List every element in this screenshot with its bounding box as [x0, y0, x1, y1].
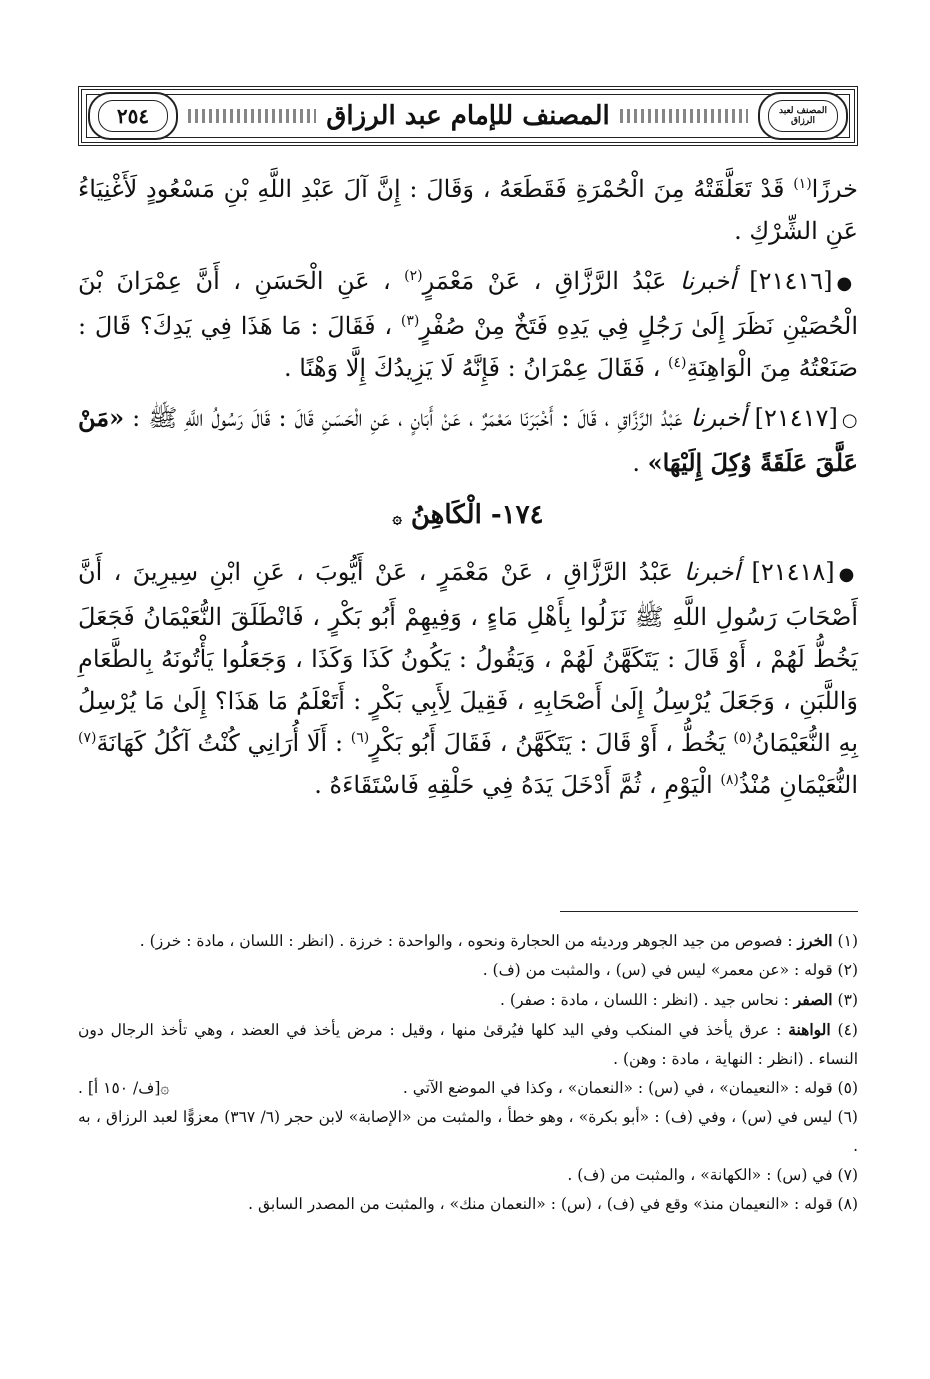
- footnote-term: الواهنة: [788, 1020, 831, 1039]
- chapter-heading: [78, 494, 858, 539]
- book-title: المصنف للإمام عبد الرزاق: [326, 101, 610, 131]
- footnote-number: (١): [837, 932, 858, 950]
- footnote-ref-8: (٨): [720, 772, 739, 788]
- intro-paragraph: [78, 168, 858, 252]
- footnote-divider: [560, 911, 858, 912]
- hadith-text: الْيَوْمِ ، ثُمَّ أَدْخَلَ يَدَهُ فِي حَلْقِهِ فَاسْتَقَاءَهُ .: [314, 771, 721, 799]
- chapter-mark: ۞: [392, 508, 402, 527]
- footnote-5: (٥) قوله : «النعيمان» ، في (س) : «النعمان» ، وكذا في الموضع الآتي .: [402, 1079, 858, 1097]
- footnote-3: [78, 985, 858, 1015]
- header-ornament-left: [188, 109, 316, 123]
- hadith-text: يَخُطُّ ، أَوْ قَالَ : يَتَكَهَّنُ ، فَقَالَ أَبُو بَكْرٍ: [369, 729, 734, 757]
- chapter-title: ١٧٤- الْكَاهِنُ: [410, 500, 544, 530]
- bullet-marker: ●: [838, 564, 858, 585]
- footnote-1: [78, 926, 858, 956]
- hadith-text: : أَلَا أُرَانِي كُنْتُ آكُلُ كَهَانَةَ: [96, 729, 351, 757]
- footnote-ref-3: (٣): [400, 313, 420, 329]
- bullet-marker: ○: [841, 410, 858, 431]
- hadith-number: [٢١٤١٧]: [754, 404, 838, 432]
- hadith-21416: [78, 260, 858, 389]
- hadith-text: .: [632, 449, 648, 477]
- footnote-2: (٢) قوله : «عن معمر» ليس في (س) ، والمثبت من (ف) .: [482, 961, 858, 979]
- footnote-term: الصفر: [793, 990, 833, 1009]
- book-logo: [758, 92, 848, 140]
- page-header: [78, 86, 858, 146]
- prophetic-quote: «مَنْ عَلَّقَ عَلَقَةً وُكِلَ إِلَيْهَا»: [78, 403, 858, 477]
- main-text: [78, 168, 858, 814]
- intro-text: خرزًا: [811, 175, 858, 203]
- hadith-number: [٢١٤١٨]: [751, 558, 835, 586]
- footnote-7: (٧) في (س) : «الكهانة» ، والمثبت من (ف) .: [567, 1166, 858, 1184]
- footnote-ref-5: (٥): [733, 730, 752, 746]
- footnote-8: (٨) قوله : «النعيمان منذ» وقع في (ف) ، (س) : «النعمان منك» ، والمثبت من المصدر السابق .: [248, 1195, 858, 1213]
- book-logo-text: المصنف لعبد الرزاق: [779, 106, 827, 126]
- footnote-text: : فصوص من جيد الجوهر ورديئه من الحجارة ونحوه ، والواحدة : خرزة . (انظر : اللسان ، مادة : خرز) .: [139, 932, 798, 950]
- footnote-6: (٦) ليس في (س) ، وفي (ف) : «أبو بكرة» ، وهو خطأ ، والمثبت من «الإصابة» لابن حجر (٦/ ٣٦٧) معزوًّا لعبد الرزاق ، به .: [78, 1108, 858, 1155]
- hadith-text: عَبْدُ الرَّزَّاقِ ، عَنْ مَعْمَرٍ ، عَنْ أَيُّوبَ ، عَنِ ابْنِ سِيرِينَ ، أَنَّ أَصْحَابَ رَسُولِ اللَّهِ ﷺ نَزَلُوا بِأَهْلِ مَاءٍ ، وَفِيهِمْ أَبُو بَكْرٍ ، فَانْطَلَقَ النُّعَيْمَانُ فَجَعَلَ يَخُطُّ لَهُمْ ، أَوْ قَالَ : يَتَكَهَّنُ لَهُمْ ، وَيَقُولُ : يَكُونُ كَذَا وَكَذَا ، وَجَعَلُوا يَأْتُونَهُ بِالطَّعَامِ وَاللَّبَنِ ، وَجَعَلَ يُرْسِلُ إِلَىٰ أَصْحَابِهِ ، فَقِيلَ لِأَبِي بَكْرٍ : أَتَعْلَمُ مَا هَذَا؟ إِلَىٰ مَا يُرْسِلُ بِهِ النُّعَيْمَانُ: [78, 558, 859, 757]
- intro-text-cont: قَدْ تَعَلَّقَتْهُ مِنَ الْحُمْرَةِ فَقَطَعَهُ ، وَقَالَ : إِنَّ آلَ عَبْدِ اللَّهِ بْنِ مَسْعُودٍ لَأَغْنِيَاءُ عَنِ الشِّرْكِ .: [78, 175, 858, 245]
- footnote-row-5: [78, 1074, 858, 1103]
- footnote-number: (٣): [837, 991, 858, 1009]
- manuscript-mark: ۞[ف/ ١٥٠ أ] .: [78, 1079, 170, 1097]
- hadith-text: عَبْدُ الرَّزَّاقِ ، عَنْ مَعْمَرٍ: [422, 267, 680, 295]
- header-ornament-right: [620, 109, 748, 123]
- hadith-21418: [78, 551, 858, 806]
- hadith-number: [٢١٤١٦]: [749, 267, 833, 295]
- footnote-text: : نحاس جيد . (انظر : اللسان ، مادة : صفر) .: [500, 991, 794, 1009]
- hadith-21417: [78, 397, 858, 484]
- footnote-ref-1: (١): [793, 176, 812, 192]
- hadith-text: النُّعَيْمَانِ مُنْذُ: [738, 771, 858, 799]
- akhbarana: أخبرنا: [679, 267, 736, 295]
- footnote-ref-6: (٦): [350, 730, 370, 746]
- hadith-text: عَبْدُ الرَّزَّاقِ ، قَالَ : أَخْبَرَنَا مَعْمَرٌ ، عَنْ أَبَانٍ ، عَنِ الْحَسَنِ قَالَ : قَالَ رَسُولُ اللَّهِ ﷺ :: [124, 404, 691, 432]
- footnote-ref-7: (٧): [78, 730, 97, 746]
- footnote-text: : عرق يأخذ في المنكب وفي اليد كلها فيُرقىٰ منها ، وقيل : مرض يأخذ في العضد ، وهي تأخذ الرجال دون النساء . (انظر : النهاية ، مادة : وهن) .: [78, 1021, 858, 1068]
- footnote-ref-2: (٢): [404, 268, 423, 284]
- page-number: ٢٥٤: [98, 100, 168, 132]
- page-number-box: [88, 92, 178, 140]
- hadith-text: ، عَنِ الْحَسَنِ ، أَنَّ عِمْرَانَ بْنَ الْحُصَيْنِ نَظَرَ إِلَىٰ رَجُلٍ فِي يَدِهِ فَتَخٌ مِنْ صُفْرٍ: [78, 267, 859, 340]
- footnote-ref-4: (٤): [668, 355, 687, 371]
- akhbarana: أخبرنا: [690, 404, 747, 432]
- bullet-marker: ●: [836, 273, 858, 294]
- footnotes: [78, 926, 858, 1219]
- footnote-term: الخرز: [797, 931, 833, 950]
- hadith-text: ، فَقَالَ : مَا هَذَا فِي يَدِكَ؟ قَالَ : صَنَعْتُهُ مِنَ الْوَاهِنَةِ: [78, 312, 858, 382]
- akhbarana: أخبرنا: [684, 558, 741, 586]
- hadith-text: ، فَقَالَ عِمْرَانُ : فَإِنَّهُ لَا يَزِيدُكَ إِلَّا وَهْنًا .: [284, 354, 669, 382]
- footnote-4: [78, 1015, 858, 1074]
- footnote-number: (٤): [837, 1021, 858, 1039]
